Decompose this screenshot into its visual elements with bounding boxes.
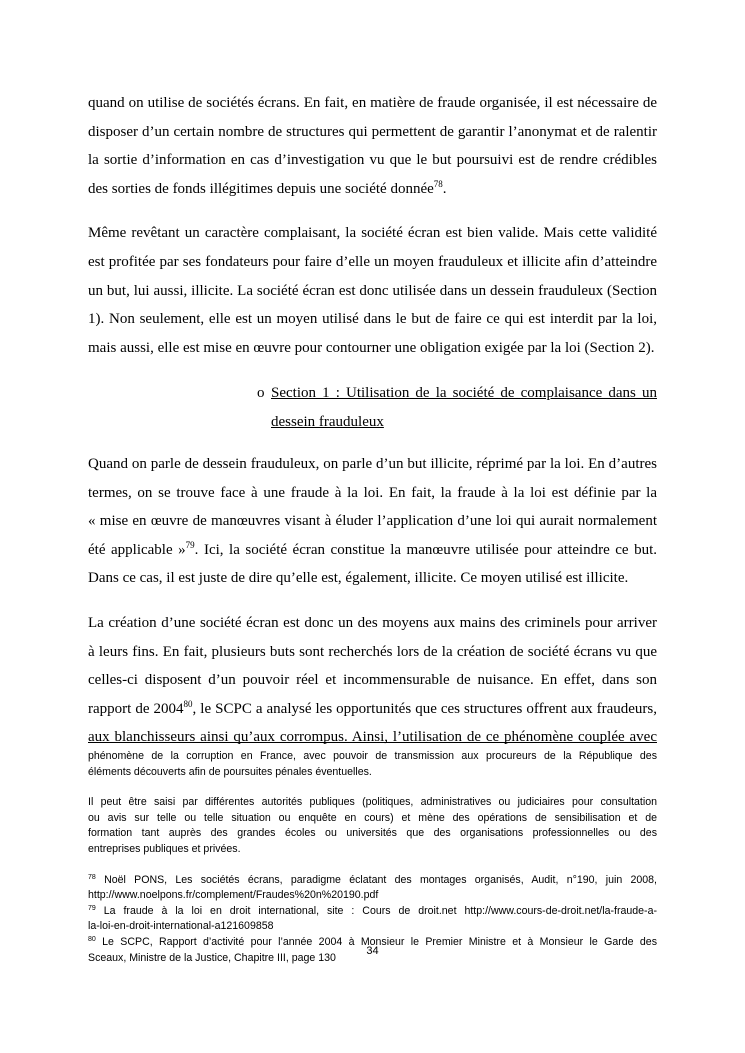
paragraph [88, 609, 657, 752]
heading-line: Section 1 : Utilisation de la société de complaisance dans un [271, 385, 657, 401]
footnote-line [88, 873, 657, 889]
text-line: Même revêtant un caractère complaisant, la société écran est bien valide. Mais cette validité [88, 225, 657, 242]
text-line: termes, on se trouve face à une fraude à la loi. En fait, la fraude à la loi est définie par la [88, 484, 657, 501]
footnote-paragraph [88, 749, 657, 780]
body-text-rest [88, 450, 657, 768]
text-line: à leurs fins. En fait, plusieurs buts sont recherchés lors de la création de société écrans vu que [88, 643, 657, 660]
footnote-line: la-loi-en-droit-international-a121609858 [88, 920, 274, 933]
text-segment: , le SCPC a analysé les opportunités que ces structures offrent aux fraudeurs, [192, 700, 657, 717]
footnote-line [88, 904, 657, 920]
footnote-number: 79 [88, 904, 96, 912]
footnote-number: 80 [88, 935, 96, 943]
text-segment: . [442, 180, 447, 197]
footnote-ref: 79 [185, 539, 195, 550]
footnote-line: éléments découverts afin de poursuites pénales éventuelles. [88, 765, 372, 778]
text-segment: des sorties de fonds illégitimes depuis une société donnée [88, 180, 434, 197]
footnote-ref: 80 [183, 698, 193, 709]
text-line: celles-ci disposent d’un pouvoir réel et incommensurable de nuisance. En effet, dans son [88, 672, 657, 689]
text-line: aux blanchisseurs ainsi qu’aux corrompus. Ainsi, l’utilisation de ce phénomène couplée avec [88, 729, 657, 746]
paragraph [88, 89, 657, 203]
bullet-icon: o [257, 385, 265, 401]
text-line: un but, lui aussi, illicite. La société écran est donc utilisée dans un dessein frauduleux (Section [88, 282, 657, 299]
text-segment: été applicable » [88, 541, 186, 558]
footnote-paragraph [88, 795, 657, 857]
page-number: 34 [366, 945, 379, 957]
footnote-ref: 78 [433, 178, 443, 189]
text-line: 1). Non seulement, elle est un moyen utilisé dans le but de faire ce qui est interdit par la loi, [88, 311, 657, 328]
text-line: Quand on parle de dessein frauduleux, on parle d’un but illicite, réprimé par la loi. En d’autres [88, 456, 657, 472]
text-line [88, 175, 657, 204]
text-line: mais aussi, elle est mise en œuvre pour contourner une obligation exigée par la loi (Section 2). [88, 339, 655, 356]
footnote-text: Noël PONS, Les sociétés écrans, paradigme éclatant des montages organisés, Audit, n°190, juin 2008, [104, 873, 657, 886]
text-line: La création d’une société écran est donc un des moyens aux mains des criminels pour arriver [88, 614, 657, 631]
footnote-separator [88, 742, 657, 743]
footnote-number: 78 [88, 873, 96, 881]
body-text-top [88, 89, 657, 378]
heading-line: dessein frauduleux [271, 413, 384, 430]
footnote-line: phénomène de la corruption en France, avec pouvoir de transmission aux procureurs de la République des [88, 750, 657, 762]
text-line: disposer d’un certain nombre de structures qui permettent de garantir l’anonymat et de ralentir [88, 123, 657, 140]
footnote-line: formation tant auprès des grandes écoles ou universités que des organisations professionnelles ou des [88, 827, 657, 840]
footnote [88, 873, 657, 904]
text-line: quand on utilise de sociétés écrans. En fait, en matière de fraude organisée, il est nécessaire de [88, 95, 657, 111]
footnote-line: Il peut être saisi par différentes autorités publiques (politiques, administratives ou judiciaires pour consultation [88, 796, 657, 809]
footnote-line: ou avis sur telle ou telle situation ou enquête en cours) et mène des opérations de sensibilisation et de [88, 811, 657, 824]
text-line [88, 695, 657, 724]
text-segment: rapport de 2004 [88, 700, 184, 717]
footnote [88, 904, 657, 935]
footnote-line: Sceaux, Ministre de la Justice, Chapitre III, page 130 [88, 951, 336, 964]
text-line: la sortie d’information en cas d’investigation vu que le but poursuivi est de rendre crédibles [88, 152, 657, 169]
footnote-line: entreprises publiques et privées. [88, 842, 241, 855]
paragraph [88, 450, 657, 593]
text-segment: . Ici, la société écran constitue la manœuvre utilisée pour atteindre ce but. [194, 541, 657, 558]
paragraph [88, 219, 657, 362]
text-line [88, 536, 657, 565]
footnote-line: http://www.noelpons.fr/complement/Fraudes%20n%20190.pdf [88, 889, 379, 902]
footnote-text: Le SCPC, Rapport d’activité pour l’année 2004 à Monsieur le Premier Ministre et à Monsieur le Garde des [102, 935, 657, 948]
footnotes [88, 749, 657, 966]
text-line: est profitée par ses fondateurs pour faire d’elle un moyen frauduleux et illicite afin d’atteindre [88, 253, 657, 270]
section-heading [257, 379, 657, 436]
text-line: « mise en œuvre de manœuvres visant à éluder l’application d’une loi qui aurait normalement [88, 513, 657, 530]
footnote-text: La fraude à la loi en droit international, site : Cours de droit.net http://www.cours-de-droit.net/la-fraude-a- [103, 904, 657, 917]
text-line: Dans ce cas, il est juste de dire qu’elle est, également, illicite. Ce moyen utilisé est illicite. [88, 570, 629, 587]
